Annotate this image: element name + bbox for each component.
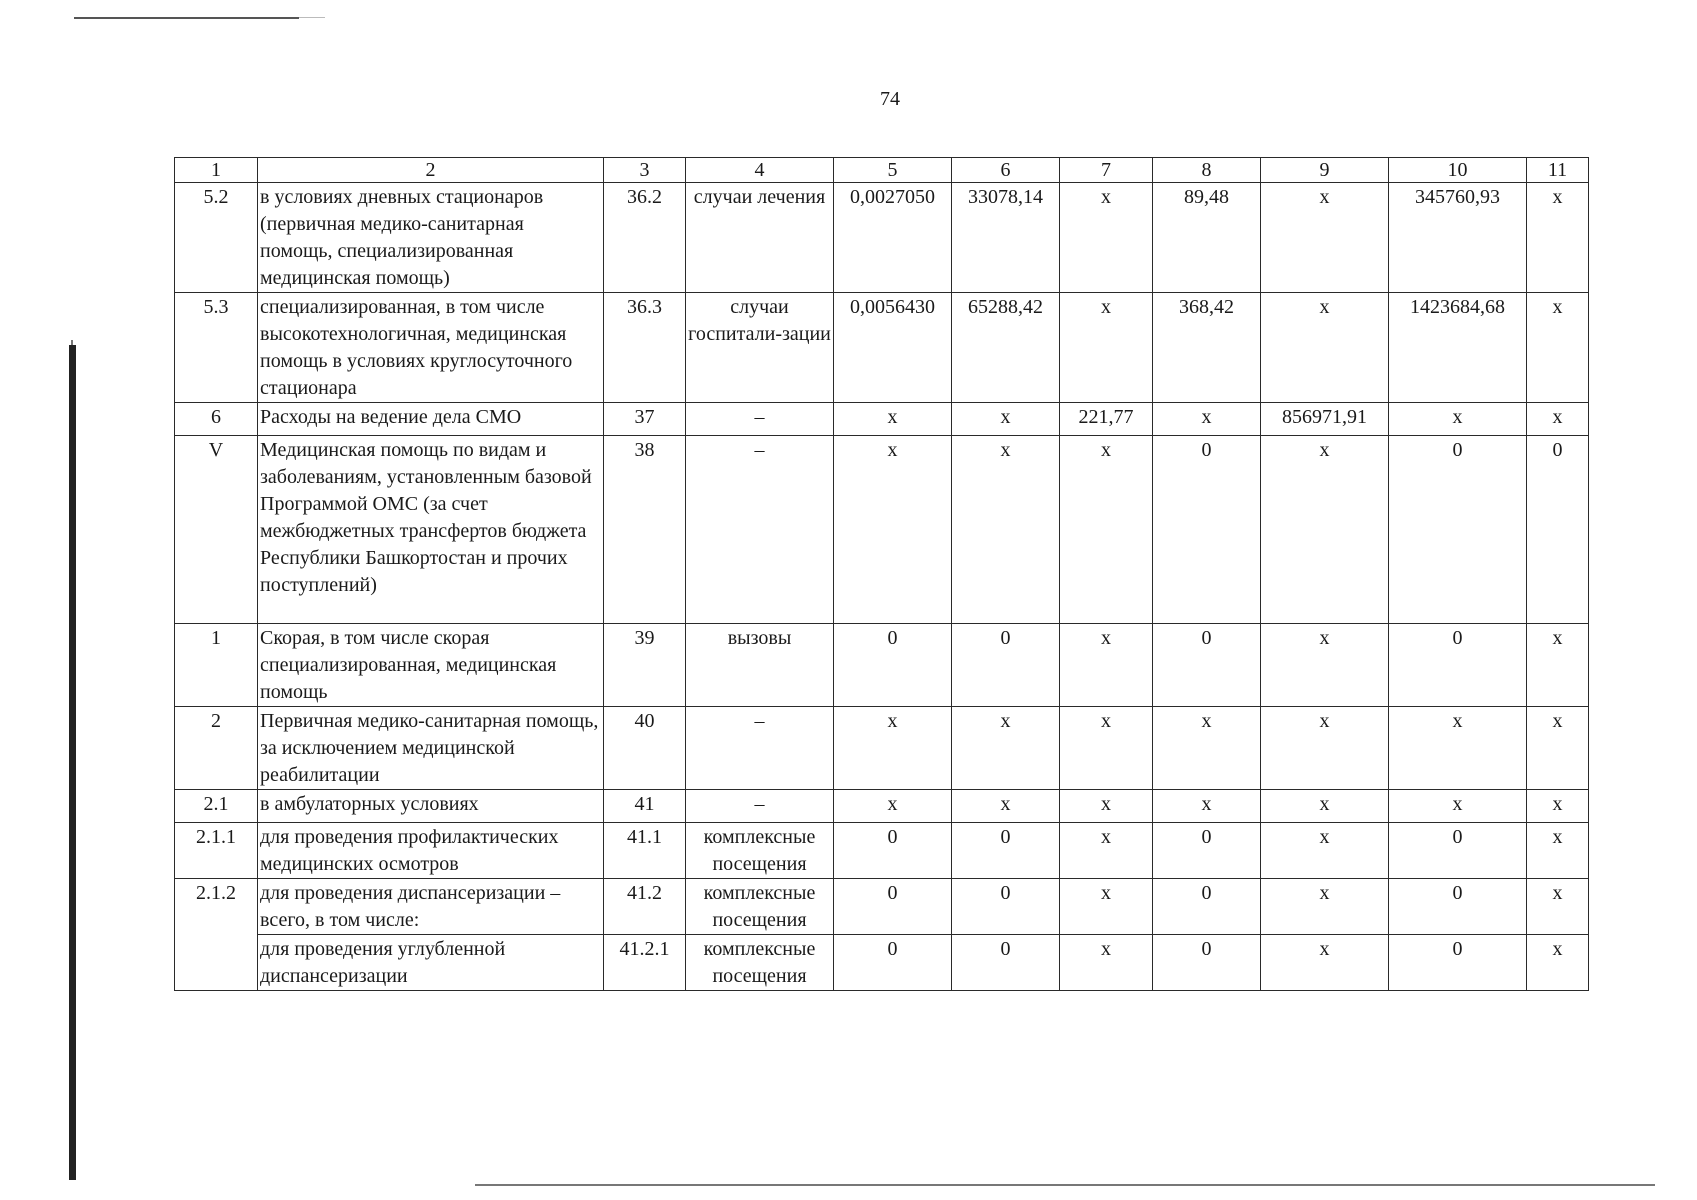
row-number-cell: 2.1.1: [175, 823, 258, 879]
line-code-cell: 41.1: [604, 823, 686, 879]
value-cell: х: [1527, 624, 1589, 707]
header-cell: 6: [952, 158, 1060, 183]
table-row: [175, 624, 1589, 707]
value-cell: 0: [952, 935, 1060, 991]
table-row: [175, 707, 1589, 790]
value-cell: х: [1060, 823, 1153, 879]
row-number-cell: 6: [175, 403, 258, 436]
line-code-cell: 36.3: [604, 293, 686, 403]
header-cell: 2: [258, 158, 604, 183]
data-table: [174, 157, 1589, 991]
value-cell: х: [952, 436, 1060, 624]
value-cell: х: [834, 436, 952, 624]
scan-artifact-top-line-faint: [299, 17, 325, 18]
unit-cell: –: [686, 436, 834, 624]
value-cell: 0: [952, 624, 1060, 707]
description-cell: Расходы на ведение дела СМО: [258, 403, 604, 436]
value-cell: х: [1060, 935, 1153, 991]
value-cell: 856971,91: [1261, 403, 1389, 436]
row-number-cell: [175, 935, 258, 991]
value-cell: х: [1261, 707, 1389, 790]
value-cell: х: [1527, 403, 1589, 436]
value-cell: х: [1389, 707, 1527, 790]
table-row: [175, 879, 1589, 935]
description-cell: Первичная медико-санитарная помощь, за исключением медицинской реабилитации: [258, 707, 604, 790]
table-row: [175, 183, 1589, 293]
line-code-cell: 40: [604, 707, 686, 790]
description-cell: в условиях дневных стационаров (первичная медико-санитарная помощь, специализированная медицинская помощь): [258, 183, 604, 293]
value-cell: 0: [1153, 624, 1261, 707]
value-cell: 0,0056430: [834, 293, 952, 403]
value-cell: 0: [1389, 624, 1527, 707]
header-cell: 4: [686, 158, 834, 183]
value-cell: 368,42: [1153, 293, 1261, 403]
value-cell: 0: [834, 935, 952, 991]
value-cell: 0: [952, 879, 1060, 935]
value-cell: х: [1527, 879, 1589, 935]
row-number-cell: 5.2: [175, 183, 258, 293]
scan-artifact-binder-edge: [69, 345, 76, 1180]
value-cell: х: [952, 790, 1060, 823]
value-cell: х: [952, 707, 1060, 790]
scan-artifact-top-line: [74, 17, 299, 19]
value-cell: 345760,93: [1389, 183, 1527, 293]
row-number-cell: V: [175, 436, 258, 624]
row-number-cell: 5.3: [175, 293, 258, 403]
value-cell: х: [834, 790, 952, 823]
value-cell: х: [1060, 183, 1153, 293]
value-cell: 0: [1153, 879, 1261, 935]
row-number-cell: 2.1: [175, 790, 258, 823]
value-cell: 89,48: [1153, 183, 1261, 293]
header-cell: 11: [1527, 158, 1589, 183]
unit-cell: комплексные посещения: [686, 823, 834, 879]
value-cell: х: [952, 403, 1060, 436]
value-cell: 0: [1389, 879, 1527, 935]
description-cell: Скорая, в том числе скорая специализированная, медицинская помощь: [258, 624, 604, 707]
value-cell: х: [1261, 624, 1389, 707]
line-code-cell: 37: [604, 403, 686, 436]
table-header-row: [175, 158, 1589, 183]
value-cell: х: [1527, 790, 1589, 823]
value-cell: х: [1527, 183, 1589, 293]
header-cell: 7: [1060, 158, 1153, 183]
unit-cell: вызовы: [686, 624, 834, 707]
line-code-cell: 41: [604, 790, 686, 823]
value-cell: 221,77: [1060, 403, 1153, 436]
value-cell: х: [1389, 790, 1527, 823]
line-code-cell: 39: [604, 624, 686, 707]
value-cell: 0: [1153, 436, 1261, 624]
line-code-cell: 41.2: [604, 879, 686, 935]
header-cell: 10: [1389, 158, 1527, 183]
unit-cell: –: [686, 707, 834, 790]
value-cell: х: [1060, 790, 1153, 823]
unit-cell: –: [686, 790, 834, 823]
value-cell: х: [1060, 293, 1153, 403]
line-code-cell: 38: [604, 436, 686, 624]
value-cell: х: [1060, 436, 1153, 624]
value-cell: х: [1153, 403, 1261, 436]
value-cell: х: [1527, 935, 1589, 991]
header-cell: 1: [175, 158, 258, 183]
description-cell: Медицинская помощь по видам и заболеваниям, установленным базовой Программой ОМС (за счет межбюджетных трансфертов бюджета Республики Башкортостан и прочих поступлений): [258, 436, 604, 624]
unit-cell: комплексные посещения: [686, 879, 834, 935]
value-cell: 33078,14: [952, 183, 1060, 293]
line-code-cell: 41.2.1: [604, 935, 686, 991]
value-cell: 0,0027050: [834, 183, 952, 293]
value-cell: х: [1060, 879, 1153, 935]
value-cell: х: [1060, 624, 1153, 707]
value-cell: х: [1261, 790, 1389, 823]
value-cell: 0: [1389, 823, 1527, 879]
value-cell: х: [1060, 707, 1153, 790]
header-cell: 5: [834, 158, 952, 183]
unit-cell: комплексные посещения: [686, 935, 834, 991]
unit-cell: –: [686, 403, 834, 436]
description-cell: для проведения диспансеризации – всего, в том числе:: [258, 879, 604, 935]
value-cell: х: [1527, 823, 1589, 879]
value-cell: х: [1261, 935, 1389, 991]
value-cell: х: [1261, 436, 1389, 624]
value-cell: 0: [1153, 935, 1261, 991]
value-cell: х: [834, 707, 952, 790]
value-cell: х: [1261, 183, 1389, 293]
value-cell: х: [1153, 790, 1261, 823]
description-cell: для проведения профилактических медицинских осмотров: [258, 823, 604, 879]
row-number-cell: 2.1.2: [175, 879, 258, 935]
scan-artifact-bottom-line: [475, 1184, 1655, 1186]
table-row: [175, 935, 1589, 991]
value-cell: х: [1261, 879, 1389, 935]
page-number: 74: [880, 88, 900, 110]
value-cell: х: [1527, 293, 1589, 403]
value-cell: х: [1389, 403, 1527, 436]
table-row: [175, 403, 1589, 436]
value-cell: 0: [834, 624, 952, 707]
value-cell: 65288,42: [952, 293, 1060, 403]
line-code-cell: 36.2: [604, 183, 686, 293]
value-cell: 0: [952, 823, 1060, 879]
table-row: [175, 790, 1589, 823]
value-cell: х: [1527, 707, 1589, 790]
value-cell: х: [1261, 823, 1389, 879]
table-row: [175, 436, 1589, 624]
description-cell: для проведения углубленной диспансеризации: [258, 935, 604, 991]
table-row: [175, 293, 1589, 403]
value-cell: 0: [1153, 823, 1261, 879]
value-cell: х: [1153, 707, 1261, 790]
value-cell: х: [834, 403, 952, 436]
value-cell: 0: [1527, 436, 1589, 624]
row-number-cell: 1: [175, 624, 258, 707]
header-cell: 8: [1153, 158, 1261, 183]
value-cell: 0: [834, 823, 952, 879]
description-cell: в амбулаторных условиях: [258, 790, 604, 823]
description-cell: специализированная, в том числе высокотехнологичная, медицинская помощь в условиях круглосуточного стационара: [258, 293, 604, 403]
value-cell: 0: [1389, 935, 1527, 991]
value-cell: 0: [834, 879, 952, 935]
row-number-cell: 2: [175, 707, 258, 790]
unit-cell: случаи госпитали-зации: [686, 293, 834, 403]
header-cell: 3: [604, 158, 686, 183]
header-cell: 9: [1261, 158, 1389, 183]
unit-cell: случаи лечения: [686, 183, 834, 293]
value-cell: 0: [1389, 436, 1527, 624]
value-cell: х: [1261, 293, 1389, 403]
table-row: [175, 823, 1589, 879]
value-cell: 1423684,68: [1389, 293, 1527, 403]
